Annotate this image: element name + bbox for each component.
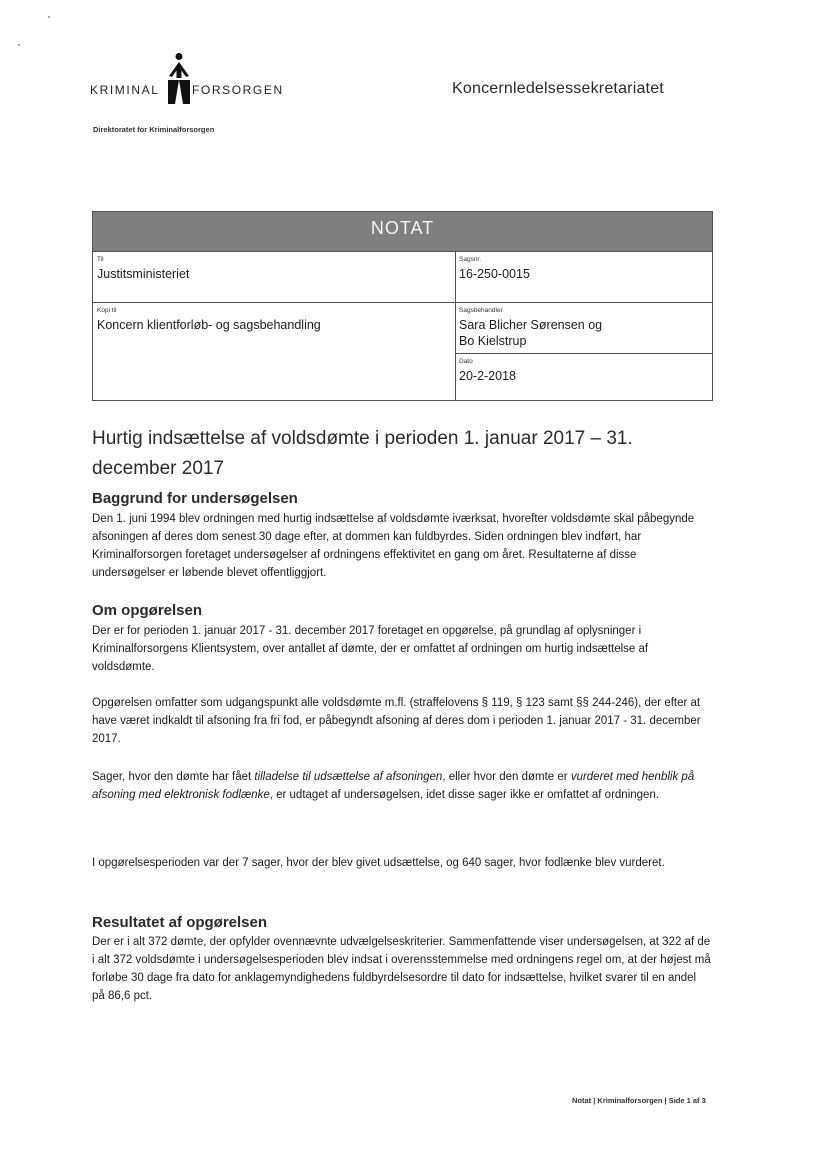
case-number-label: Sagsnr. xyxy=(459,256,482,263)
paragraph: Der er for perioden 1. januar 2017 - 31. december 2017 foretaget en opgørelse, på grundlag af oplysninger i Kriminalforsorgens Klientsystem, over antallet af dømte, der er omfattet af ordningen om hurtig indsættelse af voldsdømte. xyxy=(92,625,649,673)
section-heading: Baggrund for undersøgelsen xyxy=(92,490,298,507)
section-heading: Resultatet af opgørelsen xyxy=(92,914,268,931)
paragraph: I opgørelsesperioden var der 7 sager, hvor der blev givet udsættelse, og 640 sager, hvor fodlænke blev vurderet. xyxy=(92,857,665,869)
memo-title: NOTAT xyxy=(370,218,435,238)
memo-divider xyxy=(455,353,713,354)
paragraph: Opgørelsen omfatter som udgangspunkt alle voldsdømte m.fl. (straffelovens § 119, § 123 samt §§ 244-246), der efter at have været indkaldt til afsoning fra fri fod, er påbegyndt afsoning af deres dom i perioden 1. januar 2017 - 31. december 2017. xyxy=(92,697,701,745)
scan-speck xyxy=(48,16,50,18)
scan-speck xyxy=(18,44,20,46)
section-heading: Om opgørelsen xyxy=(92,602,203,619)
department-name: Koncernledelsessekretariatet xyxy=(452,80,664,97)
emphasis-text: tilladelse til udsættelse af afsoningen xyxy=(254,771,443,783)
case-handler-label: Sagsbehandler xyxy=(459,307,503,314)
logo-text-right: FORSORGEN xyxy=(192,83,284,97)
directorate-name: Direktoratet for Kriminalforsorgen xyxy=(93,125,215,134)
paragraph-text: Sager, hvor den dømte har fået xyxy=(92,771,255,783)
document-title: Hurtig indsættelse af voldsdømte i perioden 1. januar 2017 – 31. december 2017 xyxy=(92,428,633,479)
case-number-value: 16-250-0015 xyxy=(459,267,530,281)
emphasis-text: vurderet med henblik på afsoning med elektronisk fodlænke xyxy=(92,771,695,801)
memo-info-box xyxy=(92,211,713,401)
memo-divider xyxy=(93,302,713,303)
paragraph: Der er i alt 372 dømte, der opfylder ovennævnte udvælgelseskriterier. Sammenfattende viser undersøgelsen, at 322 af de i alt 372 voldsdømte i undersøgelsesperioden blev indsat i overensstemmelse med ordningens regel om, at der højest må forløbe 30 dage fra dato for anklagemyndighedens fuldbyrdelsesordre til dato for indsættelse, hvilket svarer til en andel på 86,6 pct. xyxy=(92,936,711,1002)
paragraph-text: , eller hvor den dømte er xyxy=(442,771,571,783)
memo-divider-vertical xyxy=(455,252,456,401)
date-value: 20-2-2018 xyxy=(459,369,516,383)
case-handler-value: Sara Blicher Sørensen og xyxy=(459,318,603,332)
paragraph: Den 1. juni 1994 blev ordningen med hurtig indsættelse af voldsdømte iværksat, hvorefter voldsdømte skal påbegynde afsoningen af deres dom senest 30 dage efter, at dommen kan fuldbyrdes. Siden ordningen blev indført, har Kriminalforsorgen foretaget undersøgelser af ordningens effektivitet en gang om året. Resultaterne af disse undersøgelser er løbende blevet offentliggjort. xyxy=(92,513,695,579)
case-handler-value-line2: Bo Kielstrup xyxy=(459,334,527,348)
logo-text-left: KRIMINAL xyxy=(90,83,160,97)
date-label: Dato xyxy=(459,358,473,365)
kriminalforsorgen-logo xyxy=(90,52,284,104)
memo-header-bar xyxy=(93,212,712,252)
to-label: Til xyxy=(97,256,104,263)
to-value: Justitsministeriet xyxy=(97,267,190,281)
copy-to-label: Kopi til xyxy=(97,307,117,314)
paragraph xyxy=(92,768,712,804)
paragraph-text: , er udtaget af undersøgelsen, idet disse sager ikke er omfattet af ordningen. xyxy=(269,789,660,801)
copy-to-value: Koncern klientforløb- og sagsbehandling xyxy=(97,318,321,332)
person-emblem-icon xyxy=(166,52,192,104)
page-footer: Notat | Kriminalforsorgen | Side 1 af 3 xyxy=(572,1096,706,1105)
